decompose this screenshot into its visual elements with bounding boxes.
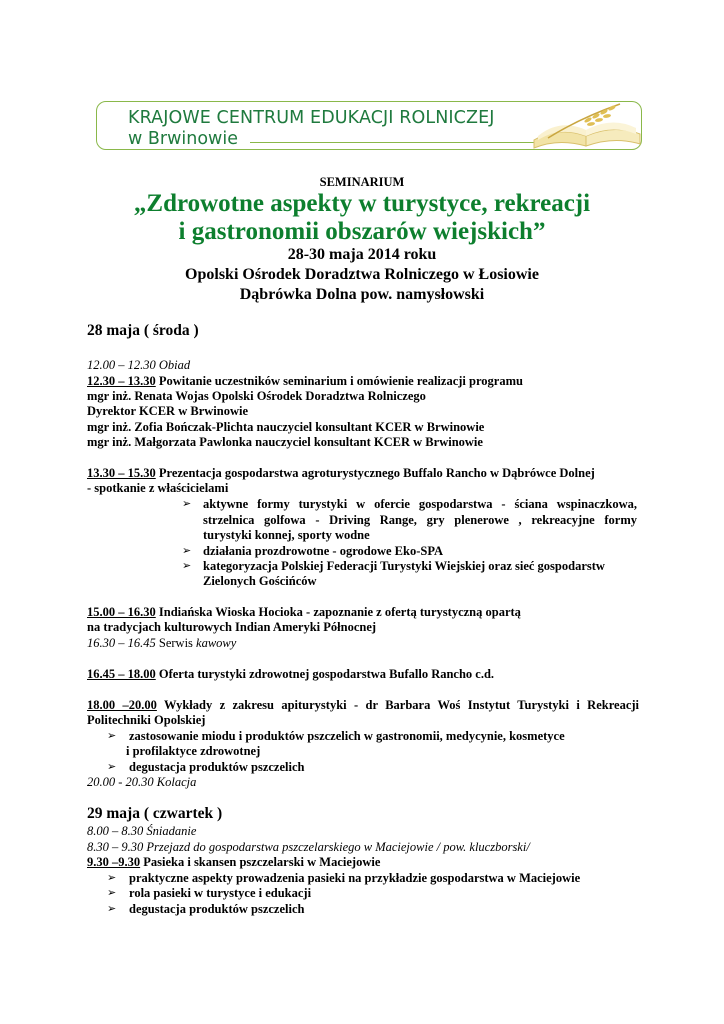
day2-bullet-1: praktyczne aspekty prowadzenia pasieki na przykładzie gospodarstwa w Maciejowie	[129, 871, 581, 885]
day1-session5	[87, 698, 639, 713]
bullet-arrow-icon: ➢	[107, 887, 117, 899]
book-wheat-icon	[528, 96, 646, 152]
day1-session2	[87, 466, 595, 481]
day1-session2-time: 13.30 – 15.30	[87, 466, 156, 480]
bullet-arrow-icon: ➢	[182, 560, 192, 572]
day1-session3	[87, 605, 521, 620]
venue-line-2: Dąbrówka Dolna pow. namysłowski	[239, 286, 485, 303]
day1-dinner: 20.00 - 20.30 Kolacja	[87, 775, 197, 789]
bullet-arrow-icon: ➢	[107, 730, 117, 742]
day1-session2-text2: - spotkanie z właścicielami	[87, 481, 229, 495]
bullet-arrow-icon: ➢	[107, 761, 117, 773]
seminar-label: SEMINARIUM	[319, 175, 405, 189]
bullet-arrow-icon: ➢	[182, 545, 192, 557]
venue-line-1: Opolski Ośrodek Doradztwa Rolniczego w Łosiowie	[185, 266, 539, 283]
day1-session3-text2: na tradycjach kulturowych Indian Ameryki Północnej	[87, 620, 377, 634]
day1-session2-text: Prezentacja gospodarstwa agroturystycznego Buffalo Rancho w Dąbrówce Dolnej	[155, 466, 595, 480]
day1-session4-time: 16.45 – 18.00	[87, 667, 156, 681]
logo-subtitle: w Brwinowie	[128, 129, 238, 149]
day1-speaker-1: mgr inż. Renata Wojas Opolski Ośrodek Doradztwa Rolniczego	[87, 389, 426, 403]
bullet-arrow-icon: ➢	[182, 498, 192, 510]
day1-s5-bullet2: degustacja produktów pszczelich	[129, 760, 305, 774]
day1-session5-text: Wykłady z zakresu apiturystyki - dr Barbara Woś Instytut Turystyki i Rekreacji	[156, 698, 640, 712]
day2-session1-time: 9.30 –9.30	[87, 855, 141, 869]
day1-session3-time: 15.00 – 16.30	[87, 605, 156, 619]
day2-session1	[87, 855, 380, 870]
page-title-line-1: „Zdrowotne aspekty w turystyce, rekreacji	[133, 190, 591, 217]
logo-divider	[250, 142, 535, 143]
day1-session1-time: 12.30 – 13.30	[87, 374, 156, 388]
bullet-arrow-icon: ➢	[107, 903, 117, 915]
day1-s2-bullet2: działania prozdrowotne - ogrodowe Eko-SPA	[203, 544, 444, 558]
day1-session4-text: Oferta turystyki zdrowotnej gospodarstwa Bufallo Rancho c.d.	[155, 667, 495, 681]
day1-s2-bullet1-line1: aktywne formy turystyki w ofercie gospodarstwa - ściana wspinaczkowa,	[203, 497, 637, 511]
bullet-arrow-icon: ➢	[107, 872, 117, 884]
day1-speaker-4: mgr inż. Małgorzata Pawlonka nauczyciel konsultant KCER w Brwinowie	[87, 435, 483, 449]
day1-session5-text2: Politechniki Opolskiej	[87, 713, 206, 727]
day1-speaker-3: mgr inż. Zofia Bończak-Plichta nauczyciel konsultant KCER w Brwinowie	[87, 420, 485, 434]
day1-s2-bullet3-line1: kategoryzacja Polskiej Federacji Turystyki Wiejskiej oraz sieć gospodarstw	[203, 559, 605, 573]
day1-s2-bullet1-line3: turystyki konnej, sporty wodne	[203, 528, 370, 542]
event-date: 28-30 maja 2014 roku	[287, 246, 437, 263]
day1-session3-text: Indiańska Wioska Hocioka - zapoznanie z ofertą turystyczną opartą	[155, 605, 521, 619]
day1-session4	[87, 667, 494, 682]
day1-session1	[87, 374, 523, 389]
logo-title: KRAJOWE CENTRUM EDUKACJI ROLNICZEJ	[128, 108, 495, 128]
day2-transfer: 8.30 – 9.30 Przejazd do gospodarstwa pszczelarskiego w Maciejowie / pow. kluczborski/	[87, 840, 530, 854]
day2-heading: 29 maja ( czwartek )	[87, 805, 223, 822]
day1-coffee-item: kawowy	[196, 636, 237, 650]
day2-bullet-3: degustacja produktów pszczelich	[129, 902, 305, 916]
day1-session5-time: 18.00 –20.00	[87, 698, 157, 712]
day1-s5-bullet1-line1: zastosowanie miodu i produktów pszczelich w gastronomii, medycynie, kosmetyce	[129, 729, 565, 743]
day1-coffee-break	[87, 636, 236, 651]
day1-coffee-time: 16.30 – 16.45	[87, 636, 156, 650]
page-title-line-2: i gastronomii obszarów wiejskich”	[178, 218, 546, 245]
day2-session1-text: Pasieka i skansen pszczelarski w Maciejowie	[140, 855, 381, 869]
day1-speaker-2: Dyrektor KCER w Brwinowie	[87, 404, 248, 418]
day1-session1-text: Powitanie uczestników seminarium i omówienie realizacji programu	[155, 374, 523, 388]
day1-heading: 28 maja ( środa )	[87, 322, 199, 339]
day1-s2-bullet3-line2: Zielonych Gościńców	[203, 574, 317, 588]
day1-coffee-label: Serwis	[158, 636, 193, 650]
day1-s5-bullet1-line2: i profilaktyce zdrowotnej	[126, 744, 261, 758]
day2-breakfast: 8.00 – 8.30 Śniadanie	[87, 824, 197, 838]
day1-s2-bullet1-line2: strzelnica golfowa - Driving Range, gry plenerowe , rekreacyjne formy	[203, 513, 637, 527]
day1-lunch: 12.00 – 12.30 Obiad	[87, 358, 191, 372]
day2-bullet-2: rola pasieki w turystyce i edukacji	[129, 886, 312, 900]
